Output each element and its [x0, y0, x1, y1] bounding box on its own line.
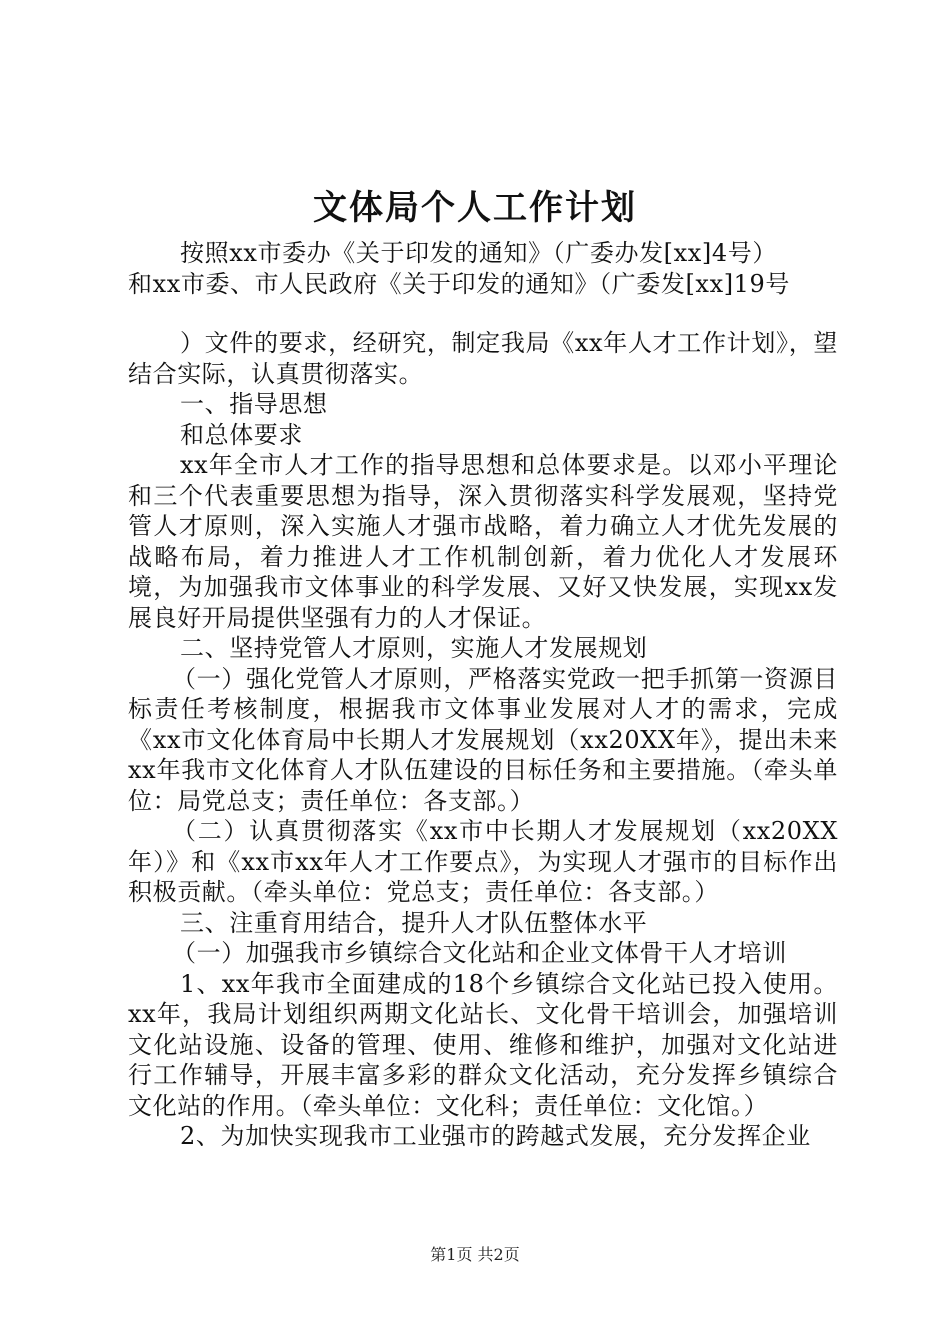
page-footer: 第1页 共2页: [430, 1245, 520, 1264]
heading-section-1: 一、指导思想: [180, 390, 328, 418]
intro-line-1: 按照xx市委办《关于印发的通知》（广委办发[xx]4号）: [180, 239, 777, 267]
intro-block: [128, 238, 838, 299]
intro-line-2: 和xx市委、市人民政府《关于印发的通知》（广委发[xx]19号: [128, 269, 791, 298]
heading-section-3: 三、注重育用结合，提升人才队伍整体水平: [180, 908, 648, 937]
heading-3-1: （一）加强我市乡镇综合文化站和企业文体骨干人才培训: [172, 939, 787, 967]
paragraph-2-2: （二）认真贯彻落实《xx市中长期人才发展规划（xx20XX年）》和《xx市xx年人才工作要点》，为实现人才强市的目标作出积极贡献。（牵头单位：党总支；责任单位：各支部。）: [128, 817, 838, 906]
paragraph-2-1: （一）强化党管人才原则，严格落实党政一把手抓第一资源目标责任考核制度，根据我市文体事业发展对人才的需求，完成《xx市文化体育局中长期人才发展规划（xx20XX年》，提出未来xx年我市文化体育人才队伍建设的目标任务和主要措施。（牵头单位：局党总支；责任单位：各支部。）: [128, 664, 838, 815]
paragraph-3-1-2: 2、为加快实现我市工业强市的跨越式发展，充分发挥企业: [180, 1122, 811, 1150]
heading-section-1-cont: 和总体要求: [180, 420, 303, 449]
heading-section-2: 二、坚持党管人才原则，实施人才发展规划: [180, 634, 648, 662]
paragraph-requirements: ）文件的要求，经研究，制定我局《xx年人才工作计划》，望结合实际，认真贯彻落实。: [128, 329, 838, 388]
paragraph-guiding-thought: xx年全市人才工作的指导思想和总体要求是。以邓小平理论和三个代表重要思想为指导，深入贯彻落实科学发展观，坚持党管人才原则，深入实施人才强市战略，着力确立人才优先发展的战略布局，着力推进人才工作机制创新，着力优化人才发展环境，为加强我市文体事业的科学发展、又好又快发展，实现xx发展良好开局提供坚强有力的人才保证。: [128, 451, 838, 632]
paragraph-3-1-1: 1、xx年我市全面建成的18个乡镇综合文化站已投入使用。xx年，我局计划组织两期文化站长、文化骨干培训会，加强培训文化站设施、设备的管理、使用、维修和维护，加强对文化站进行工作辅导，开展丰富多彩的群众文化活动，充分发挥乡镇综合文化站的作用。（牵头单位：文化科；责任单位：文化馆。）: [128, 969, 838, 1120]
body-block: [128, 328, 838, 1152]
document-title: 文体局个人工作计划: [313, 188, 637, 228]
